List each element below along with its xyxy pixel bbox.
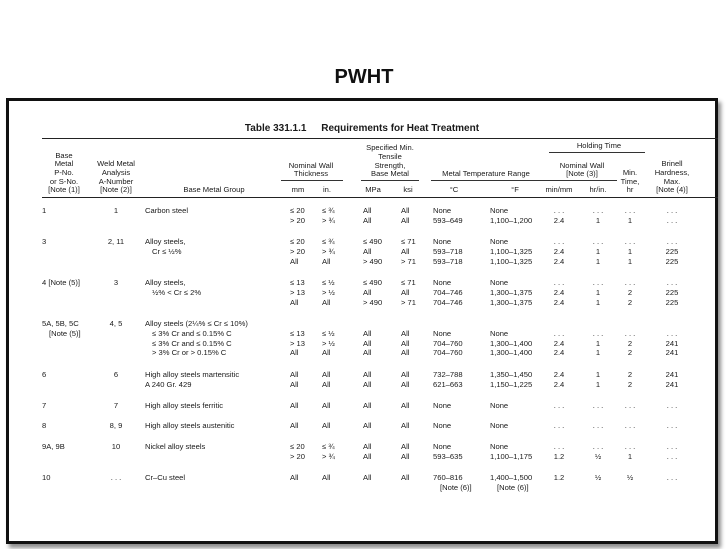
header-min-per-mm: min/mm <box>545 185 573 195</box>
cell-mpa: ≤ 490 All > 490 <box>363 237 383 266</box>
cell-group: Alloy steels (2¼% ≤ Cr ≤ 10%) ≤ 3% Cr and ≤ 0.15% C ≤ 3% Cr and ≤ 0.15% C > 3% Cr or > 0.15% C <box>145 319 248 358</box>
header-mm: mm <box>291 185 305 195</box>
cell-min-per-mm: . . . 2.4 2.4 <box>553 278 565 307</box>
cell-temp-c: 732–788 621–663 <box>433 370 463 389</box>
table-frame <box>6 98 718 544</box>
cell-min-time: . . . 2 2 <box>624 328 636 358</box>
cell-brinell: . . . <box>666 421 678 430</box>
cell-weld: 3 <box>113 278 119 287</box>
cell-ksi: All All All <box>401 328 410 358</box>
cell-temp-c: 760–816 [Note (6)] <box>433 473 472 492</box>
cell-pno: 5A, 5B, 5C [Note (5)] <box>42 319 81 338</box>
cell-pno: 1 <box>42 206 47 215</box>
cell-mm: ≤ 13 > 13 All <box>290 278 305 307</box>
cell-temp-f: None 1,300–1,400 1,300–1,400 <box>490 328 533 358</box>
cell-weld: . . . <box>110 473 122 482</box>
cell-group: High alloy steels austenitic <box>145 421 235 430</box>
cell-ksi: All <box>401 421 410 430</box>
cell-group: Cr–Cu steel <box>145 473 186 482</box>
cell-min-per-mm: . . . 2.4 2.4 <box>553 237 565 266</box>
cell-in: ≤ ¾ > ¾ <box>322 442 335 461</box>
cell-mpa: ≤ 490 All > 490 <box>363 278 383 307</box>
table-caption <box>9 123 715 134</box>
header-weld-metal: Weld Metal Analysis A-Number [Note (2)] <box>97 159 135 195</box>
cell-pno: 9A, 9B <box>42 442 65 451</box>
cell-weld: 2, 11 <box>107 237 125 246</box>
cell-temp-f: None 1,100–1,175 <box>490 442 533 461</box>
header-ksi: ksi <box>403 185 413 195</box>
cell-weld: 4, 5 <box>109 319 123 328</box>
cell-group: Nickel alloy steels <box>145 442 206 451</box>
slide-title: PWHT <box>334 66 394 88</box>
cell-min-time: . . . 1 <box>624 206 636 225</box>
header-nominal-wall: Nominal Wall [Note (3)] <box>559 160 605 179</box>
cell-hr-per-in: . . . 1 1 <box>592 278 604 307</box>
holding-subrule <box>549 152 645 153</box>
thickness-subrule <box>281 180 343 181</box>
cell-in: All All <box>322 370 331 389</box>
cell-weld: 1 <box>113 206 119 215</box>
cell-pno: 4 [Note (5)] <box>42 278 80 287</box>
cell-brinell: . . . 241 241 <box>665 328 679 358</box>
cell-brinell: 241 241 <box>665 370 679 389</box>
cell-min-per-mm: . . . 2.4 2.4 <box>553 328 565 358</box>
cell-group: Alloy steels, ½% < Cr ≤ 2% <box>145 278 202 297</box>
cell-temp-f: 1,400–1,500 [Note (6)] <box>490 473 533 492</box>
cell-ksi: All All <box>401 206 410 225</box>
cell-mm: ≤ 20 > 20 <box>290 442 305 461</box>
cell-ksi: All All <box>401 370 410 389</box>
cell-mpa: All All <box>363 206 372 225</box>
cell-pno: 10 <box>42 473 51 482</box>
cell-in: All <box>322 401 331 410</box>
header-thickness: Nominal Wall Thickness <box>288 160 334 179</box>
cell-pno: 6 <box>42 370 47 379</box>
cell-brinell: . . . 225 225 <box>665 278 679 307</box>
cell-group: High alloy steels martensitic A 240 Gr. 429 <box>145 370 240 389</box>
cell-brinell: . . . 225 225 <box>665 237 679 266</box>
cell-mpa: All <box>363 473 372 482</box>
cell-min-time: . . . 2 2 <box>624 278 636 307</box>
cell-hr-per-in: 1 1 <box>595 370 601 389</box>
cell-mpa: All <box>363 421 372 430</box>
cell-ksi: All <box>401 473 410 482</box>
cell-min-per-mm: 2.4 2.4 <box>553 370 565 389</box>
cell-temp-c: None 704–760 704–760 <box>433 328 463 358</box>
header-pno: Base Metal P-No. or S-No. [Note (1)] <box>48 150 80 195</box>
cell-in: ≤ ½ > ½ All <box>322 278 335 307</box>
header-mpa: MPa <box>365 185 381 195</box>
cell-pno: 7 <box>42 401 47 410</box>
cell-ksi: All All <box>401 442 410 461</box>
cell-mpa: All All <box>363 442 372 461</box>
cell-hr-per-in: . . . <box>592 401 604 410</box>
cell-mm: All <box>290 421 299 430</box>
cell-in: All <box>322 421 331 430</box>
cell-temp-c: None 593–649 <box>433 206 463 225</box>
nominal-subrule <box>549 180 617 181</box>
cell-weld: 7 <box>113 401 119 410</box>
cell-mm: ≤ 13 > 13 All <box>290 328 305 358</box>
header-min-time: Min. Time, hr <box>620 167 640 195</box>
cell-brinell: . . . . . . <box>666 442 678 461</box>
cell-hr-per-in: . . . 1 1 <box>592 237 604 266</box>
cell-pno: 8 <box>42 421 47 430</box>
cell-temp-f: None 1,100–1,325 1,100–1,325 <box>490 237 533 266</box>
cell-mpa: All <box>363 401 372 410</box>
cell-min-per-mm: 1.2 <box>553 473 565 482</box>
cell-in: ≤ ¾ > ¾ <box>322 206 335 225</box>
cell-hr-per-in: . . . 1 1 <box>592 328 604 358</box>
cell-pno: 3 <box>42 237 47 246</box>
cell-hr-per-in: . . . 1 <box>592 206 604 225</box>
temp-subrule <box>431 180 553 181</box>
cell-weld: 6 <box>113 370 119 379</box>
header-hr-per-in: hr/in. <box>589 185 607 195</box>
cell-group: High alloy steels ferritic <box>145 401 224 410</box>
cell-in: ≤ ½ > ½ All <box>322 328 335 358</box>
cell-hr-per-in: . . . <box>592 421 604 430</box>
header-bottom-rule <box>42 197 718 198</box>
cell-temp-c: None <box>433 421 452 430</box>
cell-temp-f: 1,350–1,450 1,150–1,225 <box>490 370 533 389</box>
cell-min-time: 2 2 <box>627 370 633 389</box>
cell-temp-f: None 1,300–1,375 1,300–1,375 <box>490 278 533 307</box>
header-base-metal-group: Base Metal Group <box>183 185 245 195</box>
cell-mm: All <box>290 473 299 482</box>
table-top-rule <box>42 138 718 139</box>
cell-temp-c: None <box>433 401 452 410</box>
cell-in: All <box>322 473 331 482</box>
cell-weld: 8, 9 <box>109 421 123 430</box>
header-brinell: Brinell Hardness, Max. [Note (4)] <box>654 159 690 195</box>
cell-mm: All <box>290 401 299 410</box>
cell-mpa: All All All <box>363 328 372 358</box>
cell-weld: 10 <box>111 442 121 451</box>
cell-temp-c: None 593–718 593–718 <box>433 237 463 266</box>
cell-temp-f: None <box>490 421 509 430</box>
cell-min-per-mm: . . . <box>553 421 565 430</box>
cell-hr-per-in: ½ <box>594 473 602 482</box>
cell-mm: All All <box>290 370 299 389</box>
cell-ksi: ≤ 71 All > 71 <box>401 278 416 307</box>
cell-brinell: . . . <box>666 401 678 410</box>
cell-ksi: All <box>401 401 410 410</box>
cell-mm: ≤ 20 > 20 <box>290 206 305 225</box>
cell-temp-f: None <box>490 401 509 410</box>
cell-brinell: . . . <box>666 473 678 482</box>
cell-group: Alloy steels, Cr ≤ ½% <box>145 237 186 256</box>
cell-min-per-mm: . . . 2.4 <box>553 206 565 225</box>
cell-min-time: . . . <box>624 421 636 430</box>
header-in: in. <box>322 185 332 195</box>
header-temp-f: °F <box>511 185 519 195</box>
header-holding-time: Holding Time <box>576 141 622 151</box>
header-temp: Metal Temperature Range <box>442 169 530 179</box>
cell-min-time: ½ <box>626 473 634 482</box>
cell-group: Carbon steel <box>145 206 189 215</box>
table-title: Requirements for Heat Treatment <box>321 123 480 134</box>
header-strength: Specified Min. Tensile Strength, Base Metal <box>366 143 414 179</box>
table-number: Table 331.1.1 <box>244 123 307 134</box>
cell-mpa: All All <box>363 370 372 389</box>
cell-min-time: . . . <box>624 401 636 410</box>
cell-hr-per-in: . . . ½ <box>592 442 604 461</box>
cell-in: ≤ ¾ > ¾ All <box>322 237 335 266</box>
cell-min-time: . . . 1 1 <box>624 237 636 266</box>
cell-temp-c: None 704–746 704–746 <box>433 278 463 307</box>
cell-ksi: ≤ 71 All > 71 <box>401 237 416 266</box>
cell-brinell: . . . . . . <box>666 206 678 225</box>
cell-min-per-mm: . . . 1.2 <box>553 442 565 461</box>
cell-mm: ≤ 20 > 20 All <box>290 237 305 266</box>
cell-temp-f: None 1,100–1,200 <box>490 206 533 225</box>
cell-min-time: . . . 1 <box>624 442 636 461</box>
cell-temp-c: None 593–635 <box>433 442 463 461</box>
strength-subrule <box>361 180 419 181</box>
cell-min-per-mm: . . . <box>553 401 565 410</box>
header-temp-c: °C <box>449 185 459 195</box>
